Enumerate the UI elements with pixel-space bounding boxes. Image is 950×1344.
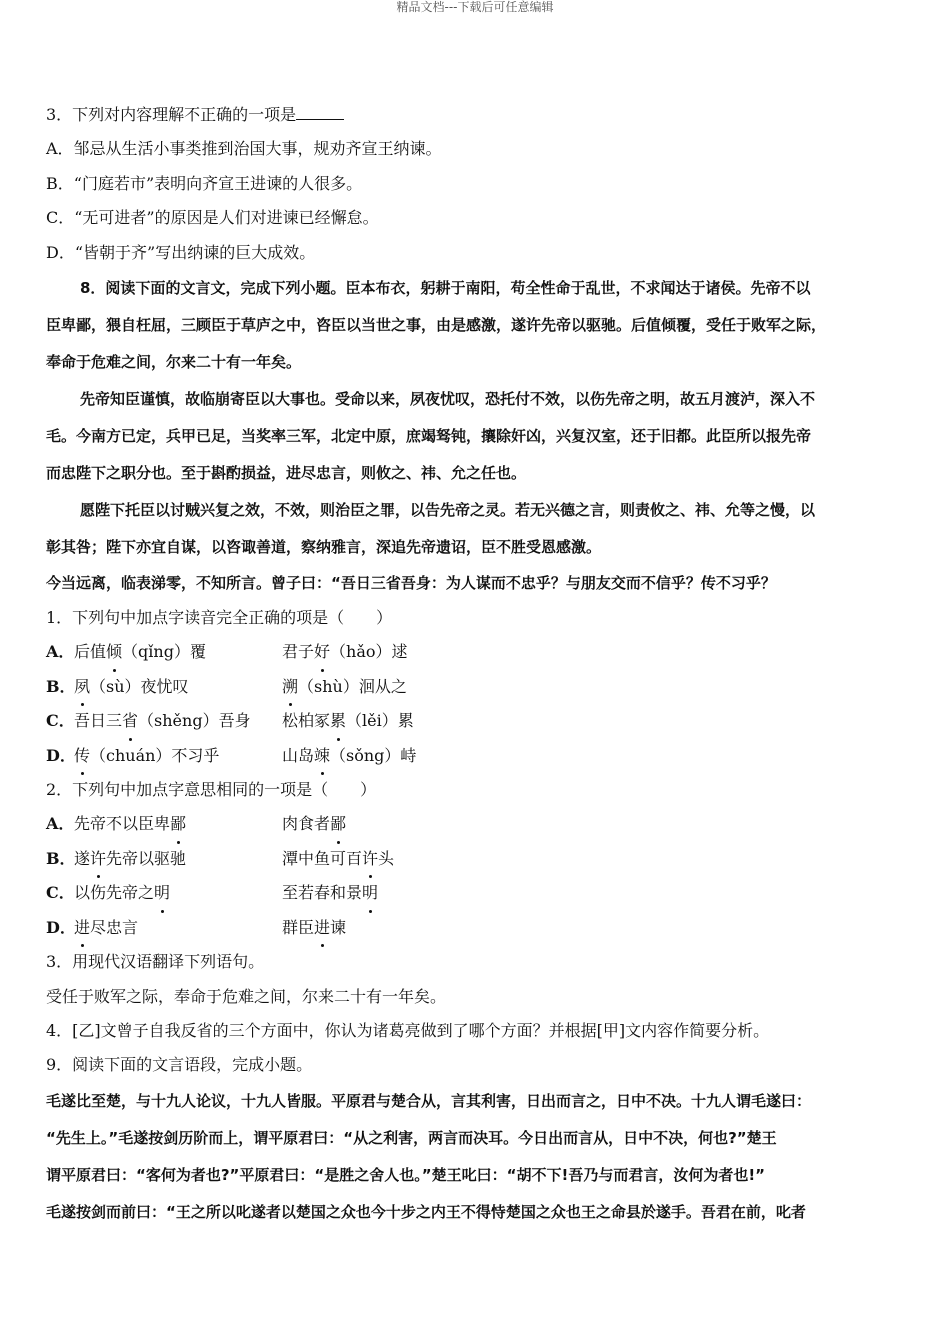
passage-line: 毛遂比至楚，与十九人论议，十九人皆服。平原君与楚合从，言其利害，日出而言之，日中不决。十九人谓毛遂曰： (46, 1091, 812, 1110)
option-row (46, 704, 908, 738)
text: （shěng）吾身 (138, 711, 251, 731)
option-letter: B． (46, 848, 76, 868)
text: 肉食者 (282, 814, 331, 834)
option-item-left (74, 876, 282, 910)
dotted-character: 好 (314, 635, 330, 669)
passage-line: 今当远离，临表涕零，不知所言。曾子曰：“吾日三省吾身：为人谋而不忠乎？与朋友交而不信乎？传不习乎？ (46, 574, 776, 593)
text: （lěi）累 (346, 711, 414, 731)
option-row (46, 635, 908, 669)
dotted-character: 溯 (282, 670, 298, 704)
option-item-left (74, 911, 282, 945)
page-header: 精品文档---下载后可任意编辑 (396, 0, 554, 14)
option-item-left (74, 635, 282, 669)
subquestion-2-title: 2．下列句中加点字意思相同的一项是（ ） (46, 780, 377, 800)
text: （chuán）不习乎 (90, 745, 220, 765)
subquestion-1-title: 1．下列句中加点字读音完全正确的项是（ ） (46, 608, 393, 628)
passage-line: 臣卑鄙，猥自枉屈，三顾臣于草庐之中，咨臣以当世之事，由是感激，遂许先帝以驱驰。后值倾覆，受任于败军之际， (46, 316, 827, 335)
dotted-character: 竦 (314, 739, 330, 773)
dotted-character: 许 (362, 842, 378, 876)
text: （hǎo）逑 (330, 642, 408, 662)
passage-line: 而忠陛下之职分也。至于斟酌损益，进尽忠言，则攸之、祎、允之任也。 (46, 464, 527, 483)
option-letter: A． (46, 642, 75, 662)
text: （sù）夜忧叹 (90, 676, 189, 696)
option-item-right (282, 876, 378, 910)
dotted-character: 夙 (74, 670, 90, 704)
option-item-right (282, 911, 346, 945)
dotted-character: 进 (74, 911, 90, 945)
option-letter: D． (46, 917, 76, 937)
passage-line: 先帝知臣谨慎，故临崩寄臣以大事也。受命以来，夙夜忧叹，恐托付不效，以伤先帝之明，故五月渡泸，深入不 (80, 390, 816, 409)
text: 先帝不以臣卑 (74, 814, 171, 834)
text: 遂 (74, 848, 91, 868)
option-row (46, 876, 908, 910)
question-3-title: 3．下列对内容理解不正确的一项是 (46, 98, 908, 132)
option-a: A．邹忌从生活小事类推到治国大事，规劝齐宣王纳谏。 (46, 139, 442, 159)
passage-line: 毛遂按剑而前曰：“王之所以叱遂者以楚国之众也今十步之内王不得恃楚国之众也王之命县於遂手。吾君在前，叱者 (46, 1202, 806, 1221)
text: （sǒng）峙 (330, 745, 417, 765)
text: （shù）洄从之 (298, 676, 407, 696)
option-item-left (74, 704, 282, 738)
answer-blank (296, 105, 344, 120)
text: 以伤先帝之 (74, 883, 155, 903)
option-letter: B． (46, 676, 76, 696)
dotted-character: 进 (314, 911, 330, 945)
subquestion-4-title: 4．[乙]文曾子自我反省的三个方面中，你认为诸葛亮做到了哪个方面？并根据[甲]文内容作简要分析。 (46, 1020, 770, 1040)
option-item-right (282, 842, 394, 876)
passage-line: 彰其咎；陛下亦宜自谋，以咨诹善道，察纳雅言，深追先帝遗诏，臣不胜受恩感激。 (46, 538, 602, 557)
text: 尽忠言 (90, 917, 139, 937)
passage-line: 愿陛下托臣以讨贼兴复之效，不效，则治臣之罪，以告先帝之灵。若无兴德之言，则责攸之、祎、允等之慢，以 (80, 501, 816, 520)
dotted-character: 鄙 (170, 807, 186, 841)
option-row (46, 842, 908, 876)
dotted-character: 明 (362, 876, 378, 910)
text: 至若春和景 (282, 883, 363, 903)
option-item-right (282, 670, 407, 704)
passage-line: 谓平原君曰：“客何为者也?”平原君曰：“是胜之舍人也。”楚王叱曰：“胡不下!吾乃与而君言，汝何为者也!” (46, 1165, 766, 1184)
text: （qǐng）覆 (122, 642, 206, 662)
text: 后值 (74, 642, 107, 662)
text: 山岛 (282, 745, 315, 765)
option-d: D．“皆朝于齐”写出纳谏的巨大成效。 (46, 242, 316, 262)
passage-line: “先生上。”毛遂按剑历阶而上，谓平原君曰：“从之利害，两言而决耳。今日出而言从，日中不决，何也?”楚王 (46, 1128, 777, 1147)
passage-line: 毛。今南方已定，兵甲已足，当奖率三军，北定中原，庶竭驽钝，攘除奸凶，兴复汉室，还于旧都。此臣所以报先帝 (46, 427, 812, 446)
text: 群臣 (282, 917, 315, 937)
text: 头 (378, 848, 395, 868)
dotted-character: 省 (122, 704, 138, 738)
text: 吾日三 (74, 711, 123, 731)
option-item-right (282, 739, 416, 773)
option-letter: A． (46, 814, 75, 834)
dotted-character: 鄙 (330, 807, 346, 841)
dotted-character: 传 (74, 739, 90, 773)
passage-line: 8．阅读下面的文言文，完成下列小题。臣本布衣，躬耕于南阳，苟全性命于乱世，不求闻达于诸侯。先帝不以 (80, 279, 811, 298)
option-item-right (282, 635, 408, 669)
dotted-character: 累 (330, 704, 346, 738)
passage-line: 奉命于危难之间，尔来二十有一年矣。 (46, 353, 302, 372)
option-item-right (282, 704, 414, 738)
option-c: C．“无可进者”的原因是人们对进谏已经懈怠。 (46, 208, 379, 228)
translation-sentence: 受任于败军之际，奉命于危难之间，尔来二十有一年矣。 (46, 986, 447, 1006)
dotted-character: 许 (90, 842, 106, 876)
text: 先帝以驱驰 (106, 848, 187, 868)
option-row (46, 670, 908, 704)
text: 君子 (282, 642, 315, 662)
dotted-character: 倾 (106, 635, 122, 669)
option-item-left (74, 842, 282, 876)
option-row (46, 807, 908, 841)
option-item-left (74, 670, 282, 704)
question-9-title: 9．阅读下面的文言语段，完成小题。 (46, 1055, 313, 1075)
option-item-left (74, 807, 282, 841)
option-item-right (282, 807, 346, 841)
document-body (46, 98, 908, 1231)
option-b: B．“门庭若市”表明向齐宣王进谏的人很多。 (46, 173, 363, 193)
dotted-character: 明 (154, 876, 170, 910)
option-item-left (74, 739, 282, 773)
option-row (46, 911, 908, 945)
text: 潭中鱼可百 (282, 848, 363, 868)
text: 谏 (330, 917, 347, 937)
text: 松柏冢 (282, 711, 331, 731)
option-letter: D． (46, 745, 76, 765)
option-letter: C． (46, 883, 75, 903)
option-letter: C． (46, 711, 75, 731)
option-row (46, 739, 908, 773)
subquestion-3-title: 3．用现代汉语翻译下列语句。 (46, 952, 265, 972)
